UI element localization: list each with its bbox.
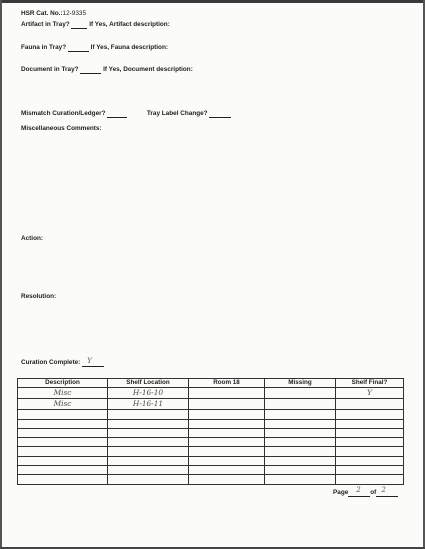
table-cell: [189, 419, 265, 428]
curation-complete-row: [21, 359, 104, 367]
table-cell: [336, 447, 404, 456]
table-cell: [108, 438, 189, 447]
of-value: 2: [381, 486, 386, 494]
table-cell: [336, 428, 404, 437]
col-shelf-location: Shelf Location: [108, 379, 189, 388]
table-cell: [265, 447, 336, 456]
table-cell: [189, 466, 265, 475]
curation-table: [17, 378, 404, 485]
table-cell: [336, 456, 404, 465]
artifact-row: [21, 21, 170, 29]
table-cell: [189, 388, 265, 399]
table-cell: [18, 475, 108, 484]
artifact-question: Artifact in Tray?: [21, 21, 70, 28]
table-body: [18, 388, 404, 484]
table-cell: [189, 438, 265, 447]
table-cell: [108, 428, 189, 437]
table-cell: [18, 447, 108, 456]
table-cell: [18, 399, 108, 410]
table-cell: [18, 438, 108, 447]
table-row: [18, 438, 404, 447]
artifact-blank: [71, 22, 87, 29]
table-cell: [265, 475, 336, 484]
curation-complete-label: Curation Complete:: [21, 359, 81, 366]
tray-label-question: Tray Label Change?: [146, 110, 208, 117]
catalog-value: 12-9335: [62, 10, 87, 17]
page-label: Page: [333, 489, 349, 496]
table-cell: [189, 447, 265, 456]
table-cell: [336, 475, 404, 484]
table-cell: [189, 428, 265, 437]
curation-complete-blank: [82, 357, 104, 367]
mismatch-blank: [107, 111, 127, 118]
document-description-label: If Yes, Document description:: [103, 66, 193, 73]
table-row: [18, 428, 404, 437]
table-cell: [18, 410, 108, 419]
of-label: of: [370, 489, 377, 496]
document-question: Document in Tray?: [21, 66, 79, 73]
document-blank: [80, 67, 101, 74]
table-row: [18, 466, 404, 475]
tray-label-blank: [209, 111, 231, 118]
table-cell: [18, 428, 108, 437]
fauna-row: [21, 44, 168, 52]
table-cell: [108, 410, 189, 419]
table-cell: [18, 419, 108, 428]
table-cell: [265, 438, 336, 447]
table-cell: [18, 466, 108, 475]
handwritten-entry: Misc: [53, 399, 72, 409]
fauna-blank: [68, 45, 89, 52]
table-cell: [189, 399, 265, 410]
document-row: [21, 66, 193, 74]
table-cell: [265, 466, 336, 475]
handwritten-entry: H-16-11: [132, 399, 164, 409]
table-cell: [189, 410, 265, 419]
resolution-label: Resolution:: [21, 293, 57, 300]
page-blank: [348, 486, 370, 497]
col-description: Description: [18, 379, 108, 388]
curation-complete-value: Y: [87, 357, 92, 365]
table-cell: [108, 475, 189, 484]
table-cell: [108, 388, 189, 399]
mismatch-question: Mismatch Curation/Ledger?: [21, 110, 106, 117]
mismatch-row: [21, 110, 231, 118]
table-cell: [18, 456, 108, 465]
fauna-question: Fauna in Tray?: [21, 44, 67, 51]
table-cell: [265, 428, 336, 437]
table-cell: [108, 466, 189, 475]
table-row: [18, 419, 404, 428]
catalog-label: HSR Cat. No.:: [21, 10, 63, 17]
table-cell: [265, 419, 336, 428]
table-cell: [265, 456, 336, 465]
misc-comments-label: Miscellaneous Comments:: [21, 125, 102, 132]
table-row: [18, 475, 404, 484]
table-cell: [336, 399, 404, 410]
col-missing: Missing: [265, 379, 336, 388]
table-row: [18, 399, 404, 410]
page-value: 2: [356, 486, 361, 494]
table-cell: [336, 438, 404, 447]
table-row: [18, 447, 404, 456]
table-cell: [189, 475, 265, 484]
table-cell: [265, 388, 336, 399]
fauna-description-label: If Yes, Fauna description:: [90, 44, 168, 51]
artifact-description-label: If Yes, Artifact description:: [89, 21, 170, 28]
table-cell: [336, 410, 404, 419]
scan-edge-top: [0, 0, 425, 3]
table-cell: [189, 456, 265, 465]
table-cell: [108, 447, 189, 456]
table-cell: [336, 466, 404, 475]
table-cell: [265, 410, 336, 419]
page-count: [333, 486, 398, 497]
handwritten-entry: Misc: [53, 388, 72, 398]
catalog-number: [21, 10, 86, 18]
table-row: [18, 388, 404, 399]
col-shelf-final: Shelf Final?: [336, 379, 404, 388]
handwritten-entry: Y: [367, 388, 372, 398]
of-blank: [376, 486, 398, 497]
table-header-row: [18, 379, 404, 388]
table-cell: [265, 399, 336, 410]
table-cell: [108, 456, 189, 465]
action-label: Action:: [21, 235, 44, 242]
table-cell: [108, 399, 189, 410]
scan-edge-left: [0, 0, 2, 549]
table-cell: [108, 419, 189, 428]
table-row: [18, 456, 404, 465]
table-row: [18, 410, 404, 419]
table-cell: [336, 419, 404, 428]
table-cell: [18, 388, 108, 399]
col-room-18: Room 18: [189, 379, 265, 388]
table-cell: [336, 388, 404, 399]
handwritten-entry: H-16-10: [132, 388, 164, 398]
